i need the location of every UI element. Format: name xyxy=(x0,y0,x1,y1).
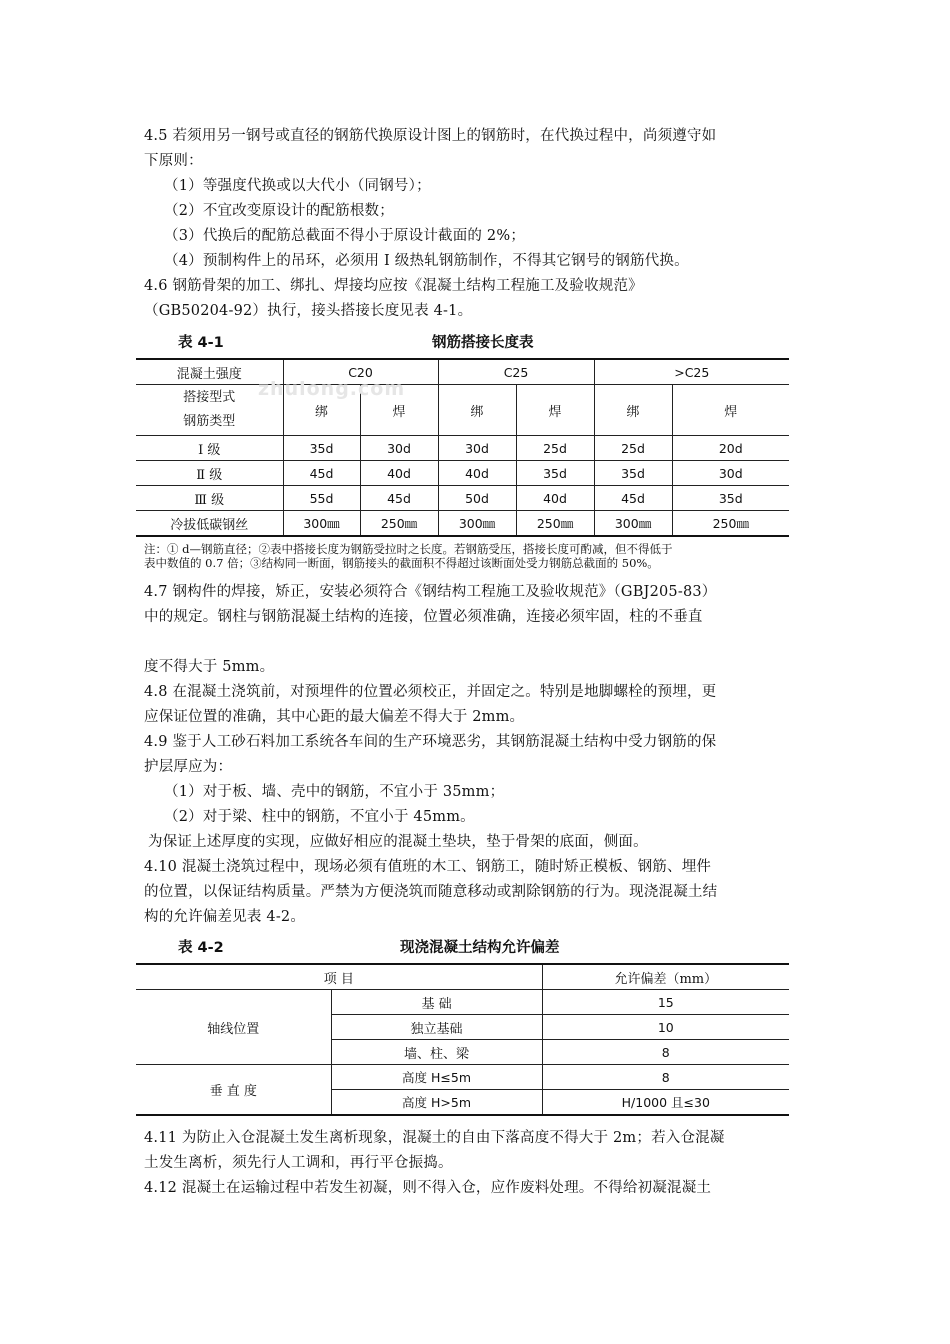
table-cell: 35d xyxy=(594,461,672,486)
value-cell: 10 xyxy=(542,1015,789,1040)
bar-type-cell: 冷拔低碳钢丝 xyxy=(136,511,283,537)
sub-header: 绑 xyxy=(438,385,516,436)
table-cell: 250㎜ xyxy=(360,511,438,537)
table-cell: 250㎜ xyxy=(672,511,789,537)
header-splice-type: 搭接型式 xyxy=(183,390,236,405)
header-deviation: 允许偏差（mm） xyxy=(542,964,789,990)
item-cell: 高度 H>5m xyxy=(331,1090,542,1116)
table-cell: 35d xyxy=(283,436,360,461)
table-cell: 40d xyxy=(438,461,516,486)
table-row xyxy=(136,436,789,461)
bar-type-cell: Ⅱ 级 xyxy=(136,461,283,486)
table-cell: 45d xyxy=(594,486,672,511)
grade-header: C25 xyxy=(438,359,594,385)
table-cell: 30d xyxy=(438,436,516,461)
table-cell: 45d xyxy=(360,486,438,511)
table-number: 表 4-1 xyxy=(178,335,224,351)
table-note-line2: 表中数值的 0.7 倍；③结构同一断面，钢筋接头的截面积不得超过该断面处受力钢筋总截面的 50%。 xyxy=(144,556,659,570)
table-cell: 50d xyxy=(438,486,516,511)
paragraph-4-11-line2: 土发生离析，须先行人工调和，再行平仓振捣。 xyxy=(144,1155,453,1171)
list-item: （3）代换后的配筋总截面不得小于原设计截面的 2%； xyxy=(164,228,526,244)
sub-header: 绑 xyxy=(594,385,672,436)
table-cell: 35d xyxy=(516,461,594,486)
table-cell: 40d xyxy=(516,486,594,511)
value-cell: H/1000 且≤30 xyxy=(542,1090,789,1116)
table-row xyxy=(136,461,789,486)
paragraph-4-8-line2: 应保证位置的准确，其中心距的最大偏差不得大于 2mm。 xyxy=(144,709,525,725)
paragraph-4-9-line3: 为保证上述厚度的实现，应做好相应的混凝土垫块，垫于骨架的底面，侧面。 xyxy=(148,834,648,850)
sub-header: 焊 xyxy=(360,385,438,436)
paragraph-4-6-line2: （GB50204-92）执行，接头搭接长度见表 4-1。 xyxy=(144,303,473,319)
paragraph-4-10-line1: 4.10 混凝土浇筑过程中，现场必须有值班的木工、钢筋工，随时矫正模板、钢筋、埋件 xyxy=(144,859,712,875)
header-bar-type: 钢筋类型 xyxy=(183,414,236,429)
table-cell: 30d xyxy=(672,461,789,486)
table-row xyxy=(136,511,789,537)
list-item: （1）对于板、墙、壳中的钢筋，不宜小于 35mm； xyxy=(164,784,505,800)
table-row xyxy=(136,1065,789,1090)
paragraph-4-5-line1: 4.5 若须用另一钢号或直径的钢筋代换原设计图上的钢筋时，在代换过程中，尚须遵守如 xyxy=(144,128,717,144)
paragraph-4-8-line1: 4.8 在混凝土浇筑前，对预埋件的位置必须校正，并固定之。特别是地脚螺栓的预埋，更 xyxy=(144,684,717,700)
table-cell: 40d xyxy=(360,461,438,486)
header-item: 项 目 xyxy=(136,964,542,990)
paragraph-4-7-line1: 4.7 钢构件的焊接，矫正，安装必须符合《钢结构工程施工及验收规范》（GBJ205-83） xyxy=(144,584,717,600)
sub-header: 绑 xyxy=(283,385,360,436)
value-cell: 8 xyxy=(542,1040,789,1065)
item-cell: 基 础 xyxy=(331,990,542,1015)
item-cell: 墙、柱、梁 xyxy=(331,1040,542,1065)
bar-type-cell: Ⅰ 级 xyxy=(136,436,283,461)
paragraph-4-6-line1: 4.6 钢筋骨架的加工、绑扎、焊接均应按《混凝土结构工程施工及验收规范》 xyxy=(144,278,643,294)
paragraph-4-7-line2: 中的规定。钢柱与钢筋混凝土结构的连接，位置必须准确，连接必须牢固，柱的不垂直 xyxy=(144,609,703,625)
group-axis-position: 轴线位置 xyxy=(136,990,331,1065)
value-cell: 15 xyxy=(542,990,789,1015)
grade-header: C20 xyxy=(283,359,438,385)
table-cell: 300㎜ xyxy=(283,511,360,537)
list-item: （1）等强度代换或以大代小（同钢号）； xyxy=(164,178,431,194)
grade-header: >C25 xyxy=(594,359,789,385)
table-cell: 25d xyxy=(594,436,672,461)
splice-length-table xyxy=(136,358,789,537)
paragraph-4-7-line3: 度不得大于 5mm。 xyxy=(144,659,275,675)
table-row xyxy=(136,990,789,1015)
paragraph-4-11-line1: 4.11 为防止入仓混凝土发生离析现象，混凝土的自由下落高度不得大于 2m；若入仓混凝 xyxy=(144,1130,725,1146)
list-item: （2）对于梁、柱中的钢筋，不宜小于 45mm。 xyxy=(164,809,475,825)
list-item: （2）不宜改变原设计的配筋根数； xyxy=(164,203,394,219)
table-cell: 45d xyxy=(283,461,360,486)
paragraph-4-12-line1: 4.12 混凝土在运输过程中若发生初凝，则不得入仓，应作废料处理。不得给初凝混凝土 xyxy=(144,1180,712,1196)
table-title: 现浇混凝土结构允许偏差 xyxy=(400,940,560,956)
table-number: 表 4-2 xyxy=(178,940,224,956)
table-cell: 250㎜ xyxy=(516,511,594,537)
table-cell: 30d xyxy=(360,436,438,461)
paragraph-4-5-line2: 下原则： xyxy=(144,153,203,169)
table-note-line1: 注：① d—钢筋直径；②表中搭接长度为钢筋受拉时之长度。若钢筋受压，搭接长度可酌减，但不得低于 xyxy=(144,542,673,556)
table-cell: 25d xyxy=(516,436,594,461)
table-title: 钢筋搭接长度表 xyxy=(432,335,534,351)
list-item: （4）预制构件上的吊环，必须用 I 级热轧钢筋制作，不得其它钢号的钢筋代换。 xyxy=(164,253,689,269)
paragraph-4-10-line3: 构的允许偏差见表 4-2。 xyxy=(144,909,306,925)
paragraph-4-10-line2: 的位置，以保证结构质量。严禁为方便浇筑而随意移动或割除钢筋的行为。现浇混凝土结 xyxy=(144,884,718,900)
table-cell: 300㎜ xyxy=(438,511,516,537)
allowable-deviation-table xyxy=(136,963,789,1116)
sub-header: 焊 xyxy=(672,385,789,436)
watermark: zhulong.com xyxy=(258,378,406,400)
paragraph-4-9-line1: 4.9 鉴于人工砂石料加工系统各车间的生产环境恶劣，其钢筋混凝土结构中受力钢筋的保 xyxy=(144,734,717,750)
header-concrete-strength: 混凝土强度 xyxy=(136,359,283,385)
bar-type-cell: Ⅲ 级 xyxy=(136,486,283,511)
table-cell: 300㎜ xyxy=(594,511,672,537)
table-cell: 55d xyxy=(283,486,360,511)
paragraph-4-9-line2: 护层厚应为： xyxy=(144,759,233,775)
group-verticality: 垂 直 度 xyxy=(136,1065,331,1116)
table-row xyxy=(136,486,789,511)
table-cell: 20d xyxy=(672,436,789,461)
sub-header: 焊 xyxy=(516,385,594,436)
item-cell: 独立基础 xyxy=(331,1015,542,1040)
value-cell: 8 xyxy=(542,1065,789,1090)
item-cell: 高度 H≤5m xyxy=(331,1065,542,1090)
table-cell: 35d xyxy=(672,486,789,511)
